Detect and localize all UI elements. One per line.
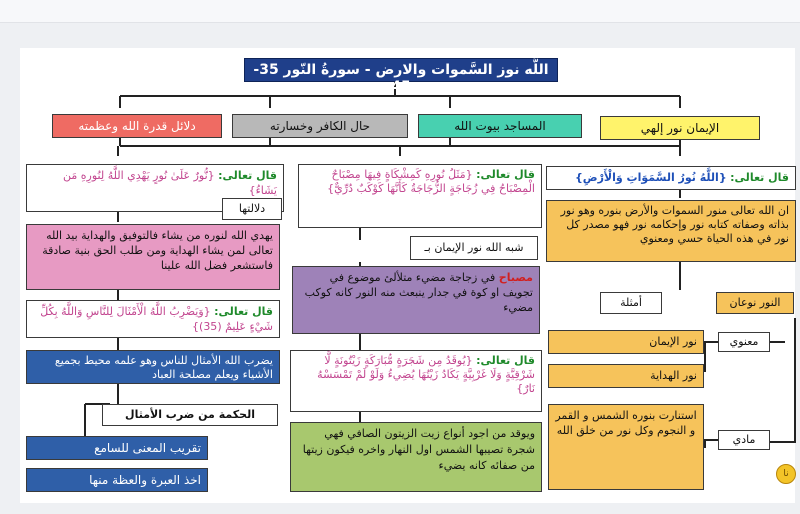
category-mosques: المساجد بيوت الله bbox=[418, 114, 582, 138]
wisdom-label: الحكمة من ضرب الأمثال bbox=[102, 404, 278, 426]
indications-label: دلالتها bbox=[222, 198, 282, 220]
light-explanation: ان الله تعالى منور السموات والأرض بنوره وهو نور بذاته وصفاته كتابه نور وإحكامه نور فهو مصدر كل نور في هذه الحياة حسي ومعنوي bbox=[546, 200, 796, 262]
category-divine-light: الإيمان نور إلهي bbox=[600, 116, 760, 140]
verse-text: {اللَّهُ نُورُ السَّمَوَاتِ وَالْأَرْضِ} bbox=[574, 171, 727, 184]
lamp-text: في زجاجة مضيء متلألئ موضوع في تجويف او كوة في جدار ينبعث منه النور كانه كوكب مضيء bbox=[304, 271, 533, 314]
lamp-description bbox=[292, 266, 540, 334]
parables-explanation: يضرب الله الأمثال للناس وهو علمه محيط بجميع الأشياء ويعلم مصلحة العباد bbox=[26, 350, 280, 384]
verse-prefix: قال تعالى: bbox=[218, 169, 277, 182]
examples-label: أمثلة bbox=[600, 292, 662, 314]
verse-text: {وَيَضْرِبُ اللَّهُ الْأَمْثَالَ لِلنَّاسِ وَاللَّهُ بِكُلِّ شَيْءٍ عَلِيمٌ (35)} bbox=[40, 305, 273, 333]
olive-oil-explanation: ويوقد من اجود أنواع زيت الزيتون الصافي فهي شجرة تصيبها الشمس اول النهار واخره فيكون زيتها من صفائه كانه يضيء bbox=[290, 422, 542, 492]
material-light-label: مادي bbox=[718, 430, 770, 450]
verse-prefix: قال تعالى: bbox=[476, 354, 535, 367]
verse-parables bbox=[26, 300, 280, 338]
seal-badge: نا bbox=[776, 464, 796, 484]
moral-light-label: معنوي bbox=[718, 332, 770, 352]
guidance-explanation: يهدي الله لنوره من يشاء فالتوفيق والهداية بيد الله تعالى لمن يشاء الهداية ومن طلب الحق بنية صادقة فاستشعر فضل الله علينا bbox=[26, 224, 280, 290]
material-light-example: استنارت بنوره الشمس و القمر و النجوم وكل نور من خلق الله bbox=[548, 404, 704, 490]
verse-niche-lamp bbox=[298, 164, 542, 228]
title-banner: اللَّه نوز السَّموات والارض - سورةُ النّور 35-45 bbox=[244, 58, 558, 82]
verse-prefix: قال تعالى: bbox=[214, 305, 273, 318]
simile-faith-light: شبه الله نور الإيمان بـ bbox=[410, 236, 538, 260]
verse-text: {نُّورٌ عَلَىٰ نُورٍ يَهْدِي اللَّهُ لِنُورِهِ مَن يَشَاءُ} bbox=[63, 169, 277, 197]
moral-example-guidance: نور الهداية bbox=[548, 364, 704, 388]
wisdom-clarify-meaning: تقريب المعنى للسامع bbox=[26, 436, 208, 460]
verse-olive-tree bbox=[290, 350, 542, 412]
verse-prefix: قال تعالى: bbox=[476, 168, 535, 181]
light-types-label: النور نوعان bbox=[716, 292, 794, 314]
verse-text: {مَثَلُ نُورِهِ كَمِشْكَاةٍ فِيهَا مِصْبَاحٌ الْمِصْبَاحُ فِي زُجَاجَةٍ الزُّجَاجَةُ كَأَنَّهَا كَوْكَبٌ دُرِّيٌّ} bbox=[327, 168, 535, 195]
lamp-word: مصباح bbox=[498, 271, 533, 284]
verse-allah-light bbox=[546, 166, 796, 190]
verse-prefix: قال تعالى: bbox=[730, 171, 789, 184]
category-signs-of-power: دلائل قدرة الله وعظمته bbox=[52, 114, 222, 138]
category-disbeliever: حال الكافر وخسارته bbox=[232, 114, 408, 138]
moral-example-faith: نور الإيمان bbox=[548, 330, 704, 354]
wisdom-take-lesson: اخذ العبرة والعظة منها bbox=[26, 468, 208, 492]
verse-text: {يُوقَدُ مِن شَجَرَةٍ مُّبَارَكَةٍ زَيْتُونَةٍ لَّا شَرْقِيَّةٍ وَلَا غَرْبِيَّةٍ يَكَادُ زَيْتُهَا يُضِيءُ وَلَوْ لَمْ تَمْسَسْهُ نَارٌ} bbox=[317, 354, 535, 395]
